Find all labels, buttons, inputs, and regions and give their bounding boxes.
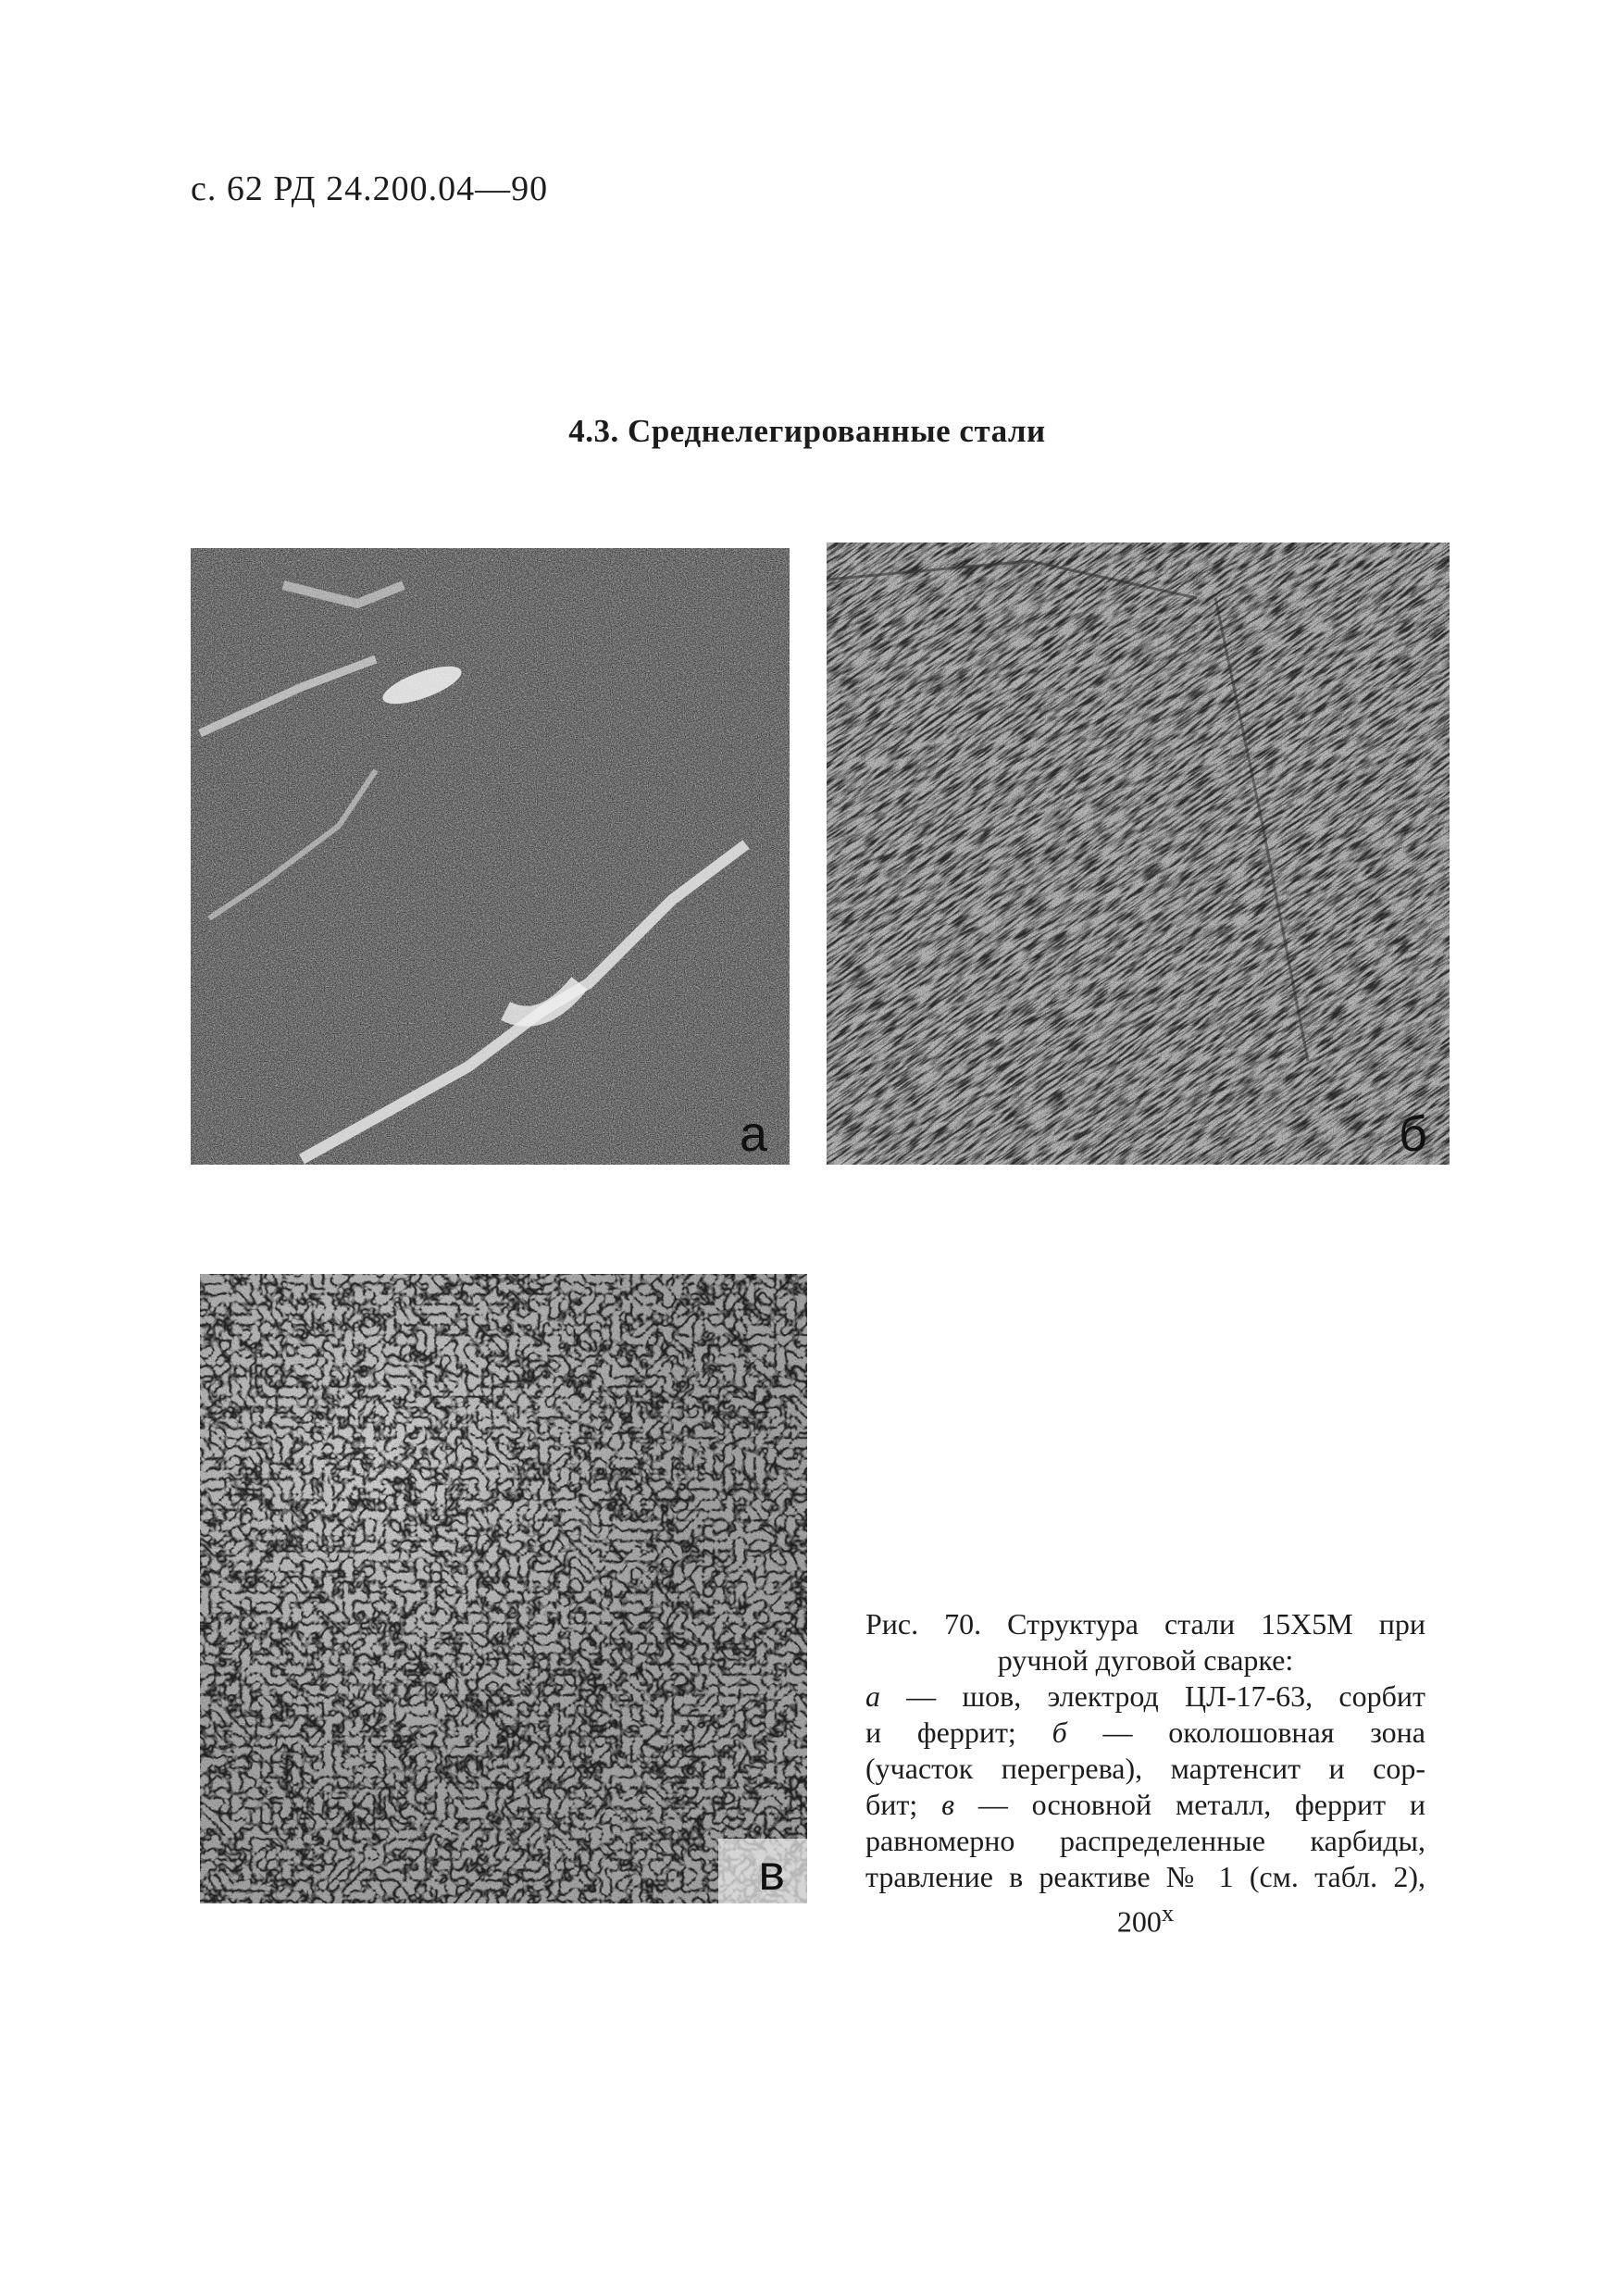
caption-line-v: бит; в — основной металл, феррит и bbox=[865, 1788, 1426, 1821]
caption-line-7: травление в реактиве № 1 (см. табл. 2), bbox=[865, 1860, 1425, 1893]
page-header: с. 62 РД 24.200.04—90 bbox=[191, 169, 549, 208]
micrograph-b-image bbox=[827, 543, 1450, 1165]
section-title-text: 4.3. Среднелегированные стали bbox=[568, 413, 1046, 449]
figure-caption bbox=[865, 1606, 1425, 1940]
caption-key-b: б bbox=[1052, 1716, 1067, 1749]
micrograph-a-label: а bbox=[739, 1106, 767, 1162]
caption-line-a: а — шов, электрод ЦЛ-17-63, сорбит bbox=[865, 1679, 1425, 1713]
micrograph-a-image bbox=[191, 548, 790, 1165]
caption-title-line-2: ручной дуговой сварке: bbox=[997, 1643, 1294, 1677]
caption-line-4: (участок перегрева), мартенсит и сор- bbox=[865, 1752, 1425, 1785]
caption-line-6: равномерно распределенные карбиды, bbox=[865, 1824, 1425, 1857]
micrograph-b-label: б bbox=[1399, 1106, 1427, 1162]
micrograph-v-label: в bbox=[758, 1845, 785, 1901]
micrograph-a bbox=[191, 548, 790, 1165]
caption-key-v: в bbox=[941, 1788, 954, 1821]
micrograph-v bbox=[200, 1274, 807, 1903]
caption-line-b: и феррит; б — околошовная зона bbox=[865, 1716, 1426, 1749]
micrograph-v-image bbox=[200, 1274, 807, 1903]
section-title bbox=[0, 413, 1618, 450]
micrograph-b bbox=[827, 543, 1450, 1165]
caption-title-line-1: Рис. 70. Структура стали 15Х5М при bbox=[865, 1607, 1425, 1641]
caption-key-a: а bbox=[865, 1679, 880, 1713]
caption-magnification: 200$^x$ bbox=[1116, 1899, 1175, 1939]
